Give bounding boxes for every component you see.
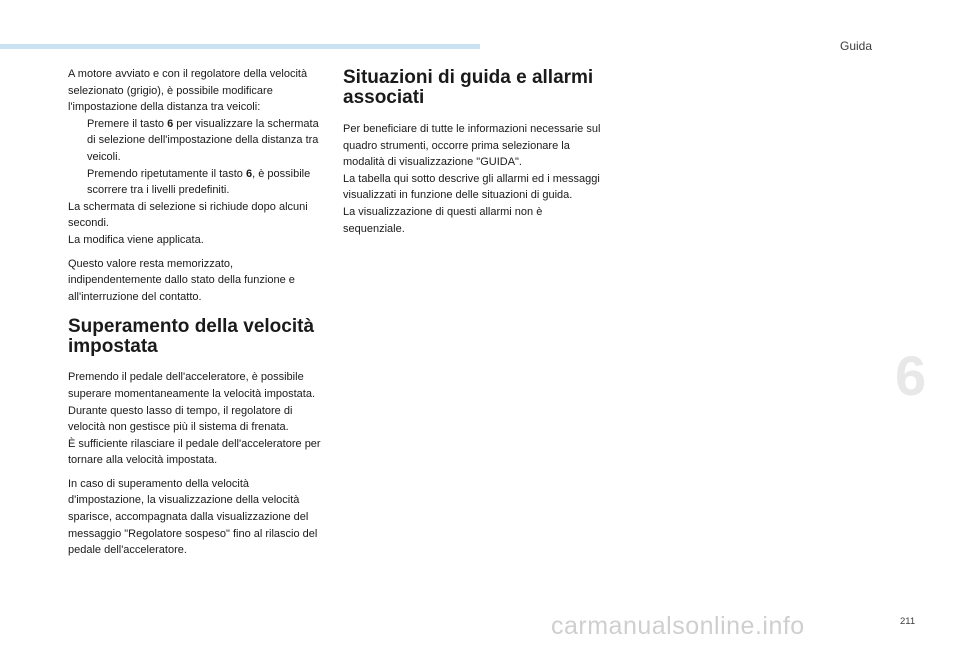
intro-paragraph: A motore avviato e con il regolatore della velocità selezionato (grigio), è possibile modificare l'impostazione della distanza tra veicoli: bbox=[68, 68, 308, 114]
situations-paragraph-2: La tabella qui sotto descrive gli allarmi ed i messaggi visualizzati in funzione delle situazioni di guida. bbox=[343, 172, 600, 202]
left-column bbox=[68, 66, 326, 559]
page-number: 211 bbox=[900, 616, 916, 627]
exceed-paragraph-2: Durante questo lasso di tempo, il regolatore di velocità non gestisce più il sistema di frenata. bbox=[68, 404, 293, 434]
bullet-text-pre: Premere il tasto bbox=[87, 117, 168, 130]
heading-speed-exceed: Superamento della velocità impostata bbox=[68, 316, 315, 358]
header-accent-bar bbox=[0, 44, 480, 49]
section-title: Guida bbox=[840, 39, 873, 53]
button-number: 6 bbox=[245, 167, 253, 180]
bullet-item bbox=[68, 166, 326, 199]
exceed-paragraph-3: È sufficiente rilasciare il pedale dell'acceleratore per tornare alla velocità impostata. bbox=[68, 437, 321, 467]
right-column bbox=[343, 68, 605, 237]
heading-driving-situations: Situazioni di guida e allarmi associati bbox=[343, 67, 594, 108]
watermark: carmanualsonline.info bbox=[551, 612, 805, 640]
exceed-paragraph-1: Premendo il pedale dell'acceleratore, è possibile superare momentaneamente la velocità impostata. bbox=[68, 371, 316, 400]
exceed-paragraph-4: In caso di superamento della velocità d'impostazione, la visualizzazione della velocità sparisce, accompagnata dalla visualizzazione del messaggio "Regolatore sospeso" fino al rilascio del pedale dell'acceleratore. bbox=[68, 477, 318, 557]
bullet-text-pre: Premendo ripetutamente il tasto bbox=[87, 167, 246, 180]
bullet-text-post: per visualizzare la schermata di selezione dell'impostazione della distanza tra veicoli. bbox=[87, 117, 319, 163]
bullet-item bbox=[68, 116, 326, 166]
bullet-text-post: , è possibile scorrere tra i livelli predefiniti. bbox=[87, 167, 311, 197]
closing-line: La schermata di selezione si richiude dopo alcuni secondi. bbox=[68, 200, 308, 230]
applied-line: La modifica viene applicata. bbox=[68, 233, 204, 246]
chapter-number: 6 bbox=[895, 344, 927, 407]
situations-paragraph-1: Per beneficiare di tutte le informazioni necessarie sul quadro strumenti, occorre prima selezionare la modalità di visualizzazione "GUIDA". bbox=[343, 123, 601, 169]
situations-paragraph-3: La visualizzazione di questi allarmi non è sequenziale. bbox=[343, 205, 543, 235]
button-number: 6 bbox=[167, 117, 174, 130]
memorized-paragraph: Questo valore resta memorizzato, indipendentemente dallo stato della funzione e all'interruzione del contatto. bbox=[68, 257, 295, 303]
